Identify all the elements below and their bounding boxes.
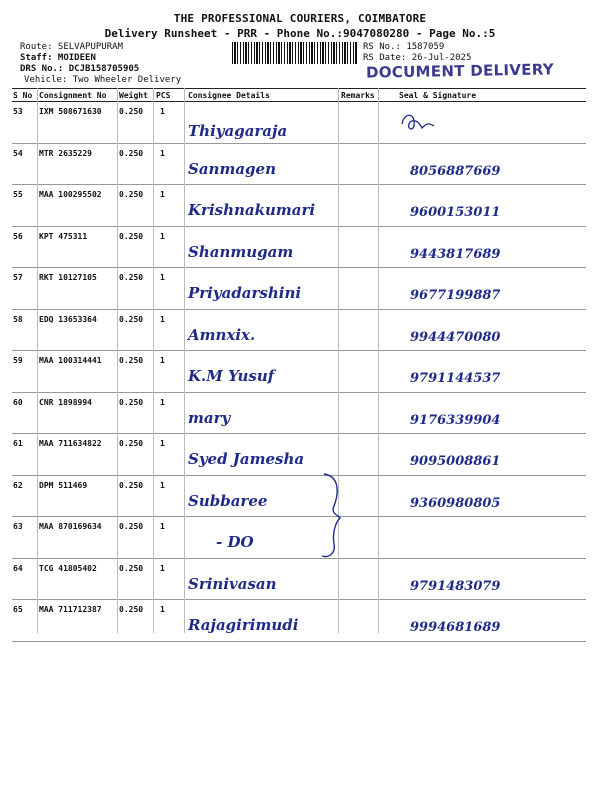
row-sno: 59 (13, 356, 23, 365)
col-seal: Seal & Signature (399, 91, 477, 100)
row-pcs: 1 (160, 231, 165, 241)
table-row (12, 517, 586, 559)
table-header (12, 89, 586, 102)
row-weight: 0.250 (119, 522, 144, 531)
rs-no-label: RS No.: 1587059 (363, 42, 445, 52)
row-weight: 0.250 (119, 190, 144, 199)
row-weight: 0.250 (119, 314, 144, 324)
barcode (232, 42, 358, 64)
row-sno: 58 (13, 314, 23, 324)
row-pcs: 1 (160, 148, 165, 158)
consignee-handwritten-name: mary (188, 408, 231, 427)
row-consignment: EDQ 13653364 (39, 314, 97, 324)
row-sno: 60 (13, 397, 23, 407)
bracket-mark (318, 470, 348, 560)
row-sno: 62 (13, 480, 23, 490)
row-weight: 0.250 (119, 563, 144, 573)
table-row (12, 185, 586, 227)
row-weight: 0.250 (119, 605, 144, 614)
route-label: Route: SELVAPUPURAM (20, 42, 123, 52)
row-weight: 0.250 (119, 397, 144, 407)
row-sno: 53 (13, 107, 23, 116)
row-weight: 0.250 (119, 107, 144, 116)
consignee-handwritten-name: Sanmagen (188, 159, 276, 178)
signature-phone: 9176339904 (410, 412, 501, 428)
row-weight: 0.250 (119, 439, 144, 448)
col-weight: Weight (119, 91, 148, 100)
table-row (12, 434, 586, 476)
signature-phone: 9791144537 (410, 371, 501, 386)
table-row (12, 144, 586, 186)
consignee-handwritten-name: Rajagirimudi (188, 616, 299, 634)
row-sno: 55 (13, 190, 23, 199)
signature-phone: 9443817689 (410, 246, 501, 262)
document-delivery-stamp: DOCUMENT DELIVERY (365, 60, 555, 82)
row-pcs: 1 (160, 605, 165, 614)
vehicle-label: Vehicle: Two Wheeler Delivery (24, 75, 182, 85)
row-weight: 0.250 (119, 480, 144, 490)
table-row (12, 268, 586, 310)
consignee-handwritten-name: Shanmugam (188, 242, 294, 261)
row-consignment: MAA 711634822 (39, 439, 102, 448)
table-row (12, 227, 586, 269)
col-consignee: Consignee Details (188, 91, 270, 100)
table-row (12, 600, 586, 642)
table-row (12, 351, 586, 393)
consignee-handwritten-name: Srinivasan (188, 574, 277, 593)
col-consignment: Consignment No (39, 91, 107, 100)
runsheet-table (12, 88, 586, 642)
row-consignment: MTR 2635229 (39, 148, 92, 158)
row-sno: 65 (13, 605, 23, 614)
consignee-handwritten-name: Amnxix. (188, 325, 256, 344)
row-consignment: KPT 475311 (39, 231, 88, 241)
row-pcs: 1 (160, 397, 165, 407)
row-weight: 0.250 (119, 356, 144, 365)
row-consignment: MAA 100314441 (39, 356, 102, 365)
row-consignment: IXM 508671630 (39, 107, 102, 116)
signature-phone: 9095008861 (410, 454, 501, 469)
row-consignment: RKT 10127105 (39, 273, 97, 282)
row-sno: 63 (13, 522, 23, 531)
col-sno: S No (13, 91, 33, 100)
signature-phone: 8056887669 (410, 163, 501, 179)
row-sno: 54 (13, 148, 23, 158)
signature-phone: 9600153011 (410, 205, 501, 220)
row-pcs: 1 (160, 356, 165, 365)
row-sno: 61 (13, 439, 23, 448)
row-pcs: 1 (160, 480, 165, 490)
row-pcs: 1 (160, 273, 165, 282)
signature-phone: 9360980805 (410, 495, 501, 511)
signature-phone: 9677199887 (410, 288, 501, 303)
row-sno: 57 (13, 273, 23, 282)
row-consignment: MAA 870169634 (39, 522, 102, 531)
table-row (12, 559, 586, 601)
col-remarks: Remarks (341, 91, 375, 100)
runsheet-subtitle: Delivery Runsheet - PRR - Phone No.:9047080280 - Page No.:5 (104, 27, 496, 40)
signature-phone: 9994681689 (410, 620, 501, 635)
row-pcs: 1 (160, 563, 165, 573)
col-pcs: PCS (156, 91, 171, 100)
signature-phone: 9944470080 (410, 329, 501, 345)
row-weight: 0.250 (119, 148, 144, 158)
table-row (12, 393, 586, 435)
table-row (12, 102, 586, 144)
row-pcs: 1 (160, 107, 165, 116)
row-consignment: MAA 100295502 (39, 190, 102, 199)
consignee-handwritten-name: K.M Yusuf (188, 367, 275, 385)
row-consignment: DPM 511469 (39, 480, 88, 490)
rs-date-label: RS Date: 26-Jul-2025 (363, 53, 472, 63)
consignee-handwritten-name: Krishnakumari (188, 201, 316, 219)
table-row (12, 310, 586, 352)
row-consignment: CNR 1898994 (39, 397, 92, 407)
consignee-handwritten-name: Subbaree (188, 491, 268, 510)
row-pcs: 1 (160, 522, 165, 531)
row-sno: 56 (13, 231, 23, 241)
consignee-handwritten-name: Syed Jamesha (188, 450, 305, 468)
row-consignment: MAA 711712387 (39, 605, 102, 614)
row-weight: 0.250 (119, 231, 144, 241)
staff-label: Staff: MOIDEEN (20, 53, 96, 63)
consignee-handwritten-name: Thiyagaraja (188, 122, 288, 140)
consignee-handwritten-name: - DO (216, 533, 254, 551)
signature-scribble-53 (398, 110, 438, 136)
drs-label: DRS No.: DCJB158705905 (20, 64, 140, 74)
row-pcs: 1 (160, 314, 165, 324)
table-row (12, 476, 586, 518)
signature-phone: 9791483079 (410, 578, 501, 594)
row-consignment: TCG 41805402 (39, 563, 97, 573)
row-sno: 64 (13, 563, 23, 573)
row-pcs: 1 (160, 190, 165, 199)
row-weight: 0.250 (119, 273, 144, 282)
company-title: THE PROFESSIONAL COURIERS, COIMBATORE (173, 12, 427, 25)
row-pcs: 1 (160, 439, 165, 448)
consignee-handwritten-name: Priyadarshini (188, 284, 302, 302)
